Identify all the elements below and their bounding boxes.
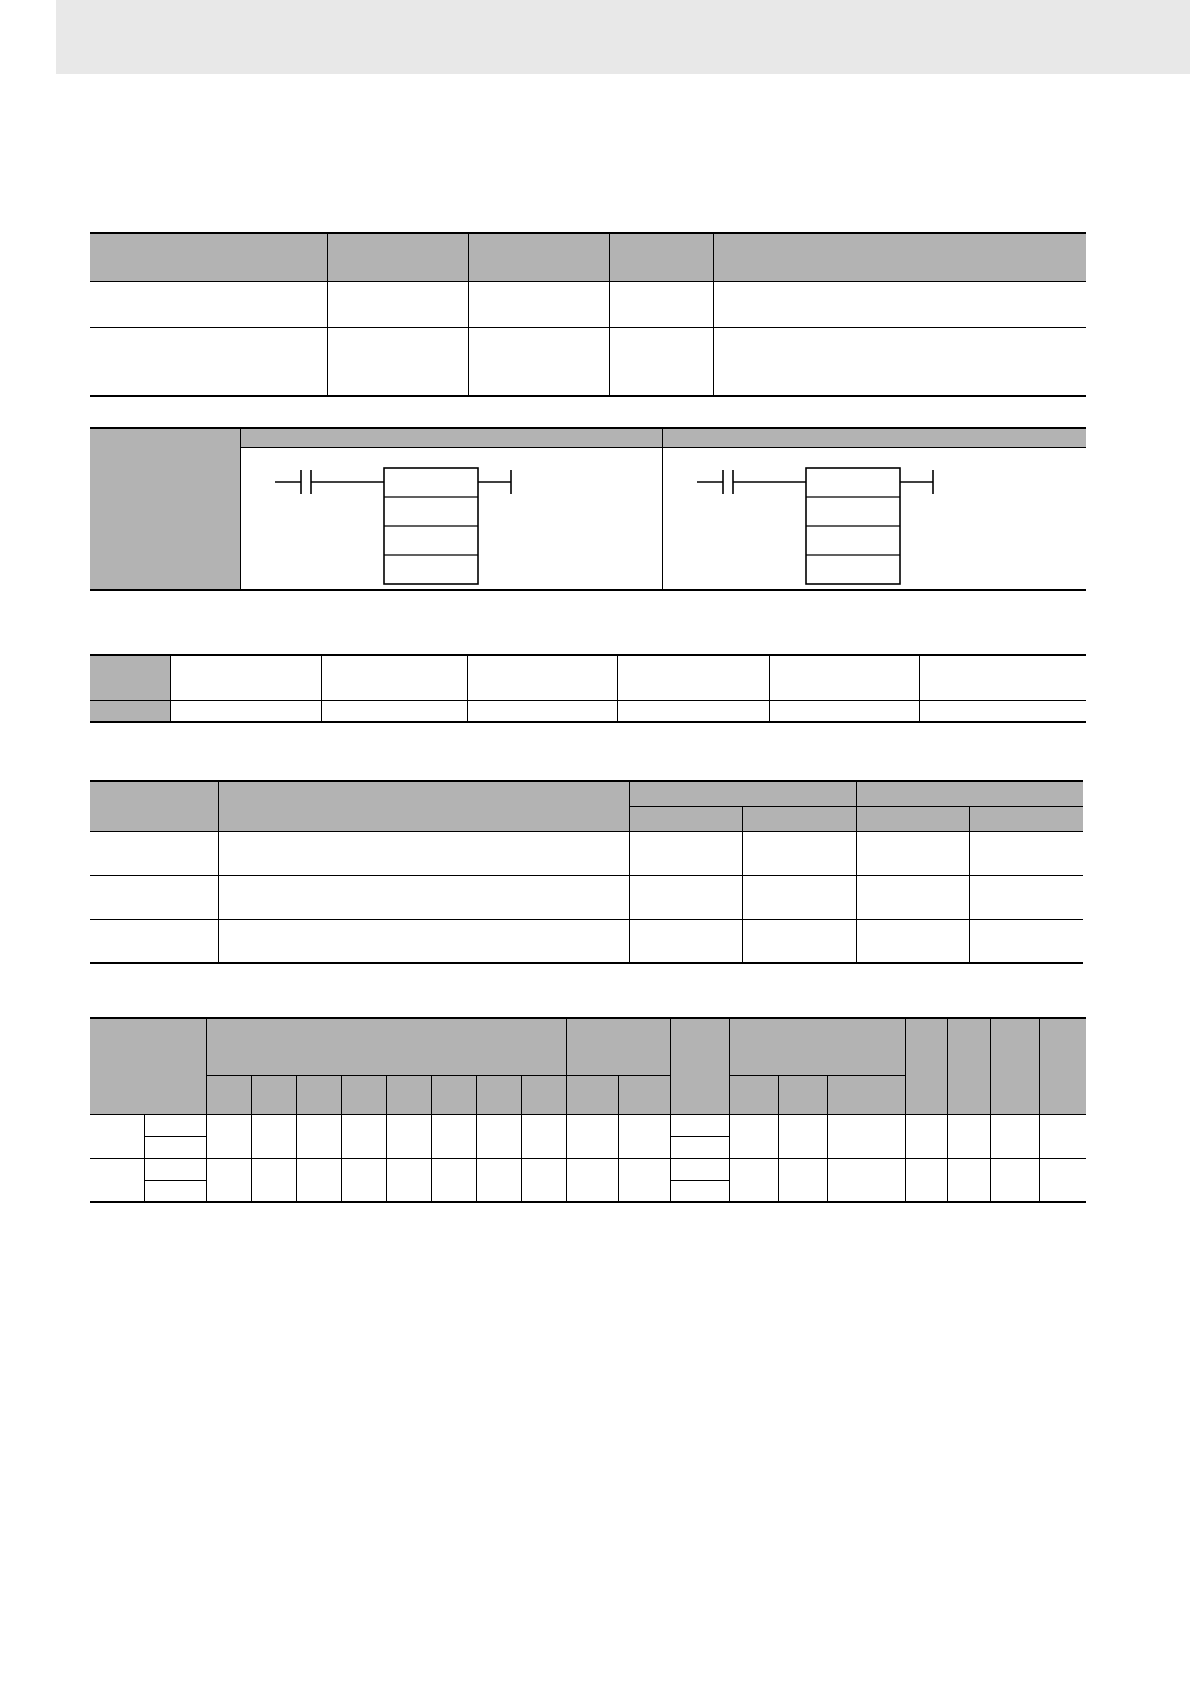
header-cell [90,233,327,281]
table-cell [296,1114,341,1158]
table-cell [1039,1114,1086,1158]
table-row [90,281,1086,327]
table-cell [742,919,856,963]
header-cell [90,781,218,831]
table-cell [170,700,321,722]
table-cell [729,1114,778,1158]
table-cell [218,831,629,875]
header-cell [629,781,856,806]
table-cell [467,655,617,700]
table-cell [90,919,218,963]
table-cell [990,1158,1039,1202]
ladder-diagram-right [663,448,1086,589]
row-sub-cell [144,1180,206,1202]
table-cell [990,1114,1039,1158]
table-cell [618,1114,670,1158]
header-cell [729,1018,905,1075]
table-row [90,875,1083,919]
row-label-cell [90,1114,144,1158]
page-header-band [56,0,1190,74]
header-cell [218,781,629,831]
table-cell [742,831,856,875]
header-cell [729,1075,778,1114]
table-cell [617,700,769,722]
table-cell [618,1158,670,1202]
table-cell [431,1114,476,1158]
table-cell [218,919,629,963]
variations-table [90,654,1086,723]
header-cell [251,1075,296,1114]
header-cell [327,233,468,281]
table-cell [947,1158,990,1202]
table-row [90,700,1086,722]
header-cell [969,806,1083,831]
header-cell [566,1075,618,1114]
table-cell [670,1158,729,1180]
ladder-panel-right [663,429,1086,589]
table-cell [827,1158,905,1202]
table-cell [218,875,629,919]
header-cell [90,1018,206,1114]
header-cell [629,806,742,831]
table-cell [856,875,969,919]
header-cell [670,1018,729,1114]
table-cell [386,1158,431,1202]
header-cell [713,233,1086,281]
table-cell [713,327,1086,396]
ladder-diagram-left [241,448,662,589]
table-cell [90,831,218,875]
table-cell [713,281,1086,327]
table-cell [769,655,919,700]
table-cell [90,327,327,396]
table-cell [341,1158,386,1202]
table-cell [90,875,218,919]
table-cell [468,327,609,396]
table-cell [629,919,742,963]
table-cell [476,1158,521,1202]
table-cell [742,875,856,919]
header-cell [206,1075,251,1114]
table-row [90,831,1083,875]
table-cell [327,327,468,396]
header-cell [947,1018,990,1114]
table-cell [947,1114,990,1158]
table-cell [321,700,467,722]
header-cell [618,1075,670,1114]
row-header-cell [90,700,170,722]
table-row [90,327,1086,396]
header-cell [206,1018,566,1075]
table-cell [629,831,742,875]
header-cell [521,1075,566,1114]
row-sub-cell [144,1158,206,1180]
table-cell [521,1158,566,1202]
table-cell [609,327,713,396]
table-cell [386,1114,431,1158]
instruction-table [90,232,1086,397]
table-cell [670,1136,729,1158]
header-cell [296,1075,341,1114]
header-cell [990,1018,1039,1114]
table-cell [769,700,919,722]
table-cell [431,1158,476,1202]
table-cell [919,655,1086,700]
header-cell [431,1075,476,1114]
table-cell [827,1114,905,1158]
table-cell [521,1114,566,1158]
table-cell [90,281,327,327]
header-cell [566,1018,670,1075]
ladder-symbol-block [90,427,1086,591]
table-cell [778,1158,827,1202]
header-cell [905,1018,947,1114]
operands-header-row [90,781,1083,806]
table-cell [905,1158,947,1202]
table-cell [919,700,1086,722]
table-cell [321,655,467,700]
table-cell [476,1114,521,1158]
table-cell [969,831,1083,875]
header-cell [468,233,609,281]
areas-header-row [90,1018,1086,1075]
table-cell [629,875,742,919]
row-header-cell [90,655,170,700]
table-cell [670,1114,729,1136]
header-cell [827,1075,905,1114]
table-cell [251,1158,296,1202]
table-cell [566,1114,618,1158]
operand-areas-table [90,1017,1086,1203]
table-cell [969,919,1083,963]
header-cell [856,806,969,831]
table-cell [1039,1158,1086,1202]
table-cell [170,655,321,700]
header-cell [742,806,856,831]
table-cell [206,1114,251,1158]
row-sub-cell [144,1114,206,1136]
table-cell [251,1114,296,1158]
table-cell [856,831,969,875]
header-cell [341,1075,386,1114]
header-cell [609,233,713,281]
table-cell [206,1158,251,1202]
instruction-table-header [90,233,1086,281]
table-cell [856,919,969,963]
row-label-cell [90,1158,144,1202]
table-cell [341,1114,386,1158]
table-cell [327,281,468,327]
ladder-side-header [90,429,241,589]
ladder-panel-left [241,429,662,589]
table-cell [609,281,713,327]
row-sub-cell [144,1136,206,1158]
header-cell [1039,1018,1086,1114]
ladder-panel-title [241,429,662,448]
header-cell [778,1075,827,1114]
variations-header-row [90,655,1086,700]
table-cell [905,1114,947,1158]
header-cell [476,1075,521,1114]
table-cell [617,655,769,700]
table-row [90,919,1083,963]
table-cell [670,1180,729,1202]
operands-table [90,780,1083,964]
ladder-panel-title [663,429,1086,448]
table-cell [729,1158,778,1202]
table-cell [468,281,609,327]
table-cell [467,700,617,722]
table-cell [969,875,1083,919]
table-row [90,1158,1086,1180]
header-cell [386,1075,431,1114]
header-cell [856,781,1083,806]
table-cell [566,1158,618,1202]
table-cell [778,1114,827,1158]
table-row [90,1114,1086,1136]
table-cell [296,1158,341,1202]
